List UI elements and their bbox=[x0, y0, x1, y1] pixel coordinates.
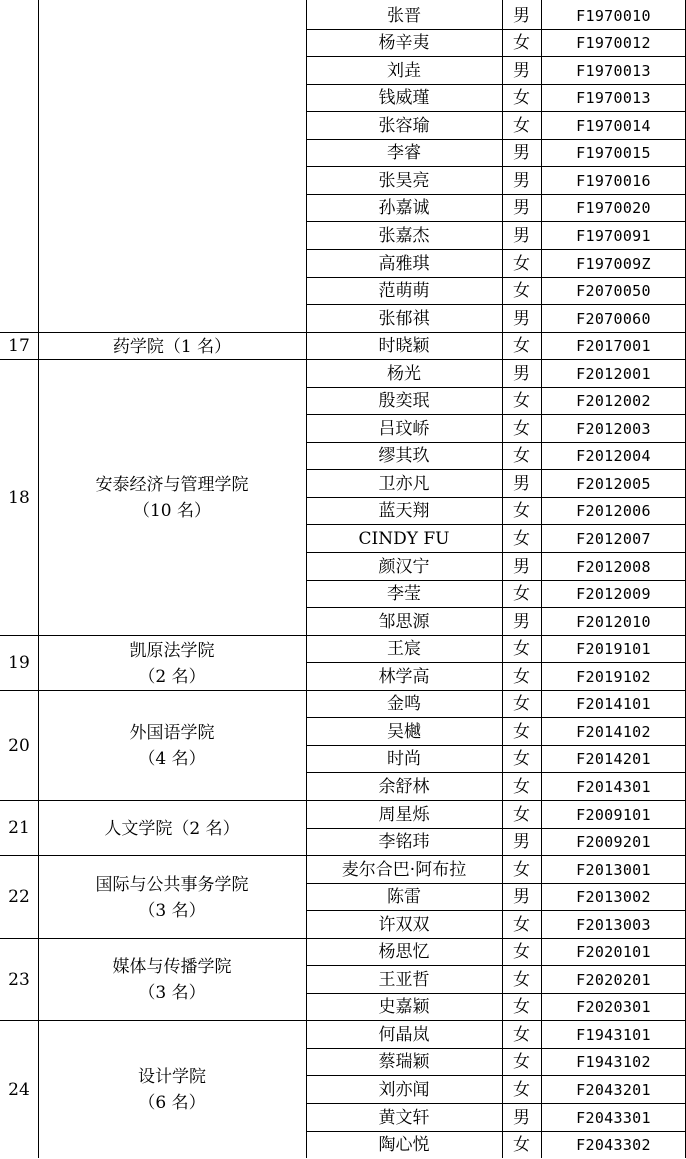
grid-line-horizontal bbox=[306, 56, 686, 57]
grid-line-horizontal bbox=[306, 580, 686, 581]
department-count: （10 名） bbox=[132, 501, 212, 521]
student-id: F1970020 bbox=[576, 199, 651, 217]
grid-line-horizontal bbox=[306, 194, 686, 195]
student-id: F1943102 bbox=[576, 1053, 651, 1071]
student-id: F2012010 bbox=[576, 612, 651, 631]
student-name: 张嘉杰 bbox=[378, 225, 430, 246]
group-number: 19 bbox=[8, 653, 30, 673]
student-name: 黄文轩 bbox=[378, 1107, 430, 1128]
student-name: 吕玟峤 bbox=[378, 418, 430, 439]
student-name: 李睿 bbox=[387, 143, 421, 163]
student-name: 范萌萌 bbox=[378, 281, 430, 301]
student-gender: 男 bbox=[513, 473, 530, 494]
student-gender: 男 bbox=[513, 198, 530, 218]
student-id: F1970013 bbox=[576, 89, 651, 107]
student-gender: 女 bbox=[513, 391, 530, 411]
student-name: 史嘉颖 bbox=[378, 997, 430, 1017]
grid-line-horizontal bbox=[306, 524, 686, 525]
student-name: 林学高 bbox=[378, 666, 430, 687]
student-gender: 男 bbox=[513, 556, 530, 577]
student-gender: 女 bbox=[513, 969, 530, 990]
grid-line-horizontal bbox=[306, 1075, 686, 1076]
grid-line-horizontal bbox=[0, 690, 686, 691]
student-name: 刘垚 bbox=[387, 60, 421, 81]
grid-line-horizontal bbox=[0, 635, 686, 636]
student-name: 张容瑜 bbox=[378, 115, 430, 136]
student-gender: 女 bbox=[513, 749, 530, 769]
student-gender: 男 bbox=[513, 225, 530, 246]
department-count: （2 名） bbox=[138, 666, 206, 687]
student-name: 王亚哲 bbox=[378, 969, 430, 990]
student-gender: 女 bbox=[513, 666, 530, 687]
grid-line-horizontal bbox=[306, 745, 686, 746]
student-gender: 男 bbox=[513, 887, 530, 907]
student-name: 张郁祺 bbox=[378, 308, 430, 329]
group-number bbox=[0, 2, 38, 333]
student-gender: 女 bbox=[513, 721, 530, 742]
student-id: F2014101 bbox=[576, 695, 651, 713]
student-name: 缪其玖 bbox=[378, 446, 430, 466]
grid-line-horizontal bbox=[306, 414, 686, 415]
grid-line-vertical bbox=[38, 0, 39, 1158]
student-name: 王宸 bbox=[387, 639, 421, 659]
group-number: 23 bbox=[8, 969, 30, 990]
grid-line-horizontal bbox=[306, 221, 686, 222]
department-count: （6 名） bbox=[138, 1093, 206, 1113]
grid-line-horizontal bbox=[306, 84, 686, 85]
grid-line-horizontal bbox=[0, 855, 686, 856]
student-name: 殷奕珉 bbox=[378, 391, 430, 411]
student-gender: 女 bbox=[513, 253, 530, 274]
student-gender: 男 bbox=[513, 363, 530, 384]
student-id: F2070050 bbox=[576, 282, 651, 300]
department-name: 安泰经济与管理学院 bbox=[95, 475, 249, 495]
department-name: 凯原法学院 bbox=[129, 640, 215, 661]
student-id: F2013003 bbox=[576, 915, 651, 934]
grid-line-horizontal bbox=[306, 662, 686, 663]
student-gender: 女 bbox=[513, 1135, 530, 1155]
student-name: 卫亦凡 bbox=[378, 473, 430, 494]
student-gender: 女 bbox=[513, 115, 530, 136]
student-id: F2070060 bbox=[576, 309, 651, 328]
grid-line-horizontal bbox=[0, 332, 686, 333]
student-gender: 男 bbox=[513, 143, 530, 163]
grid-line-horizontal bbox=[306, 469, 686, 470]
grid-line-horizontal bbox=[306, 1048, 686, 1049]
student-id: F2012006 bbox=[576, 502, 651, 520]
grid-line-horizontal bbox=[306, 387, 686, 388]
student-id: F2013002 bbox=[576, 888, 651, 906]
student-name: 金鸣 bbox=[387, 694, 421, 714]
student-id: F2019102 bbox=[576, 667, 651, 686]
grid-line-horizontal bbox=[306, 442, 686, 443]
department-cell bbox=[38, 801, 306, 856]
student-id: F2012002 bbox=[576, 392, 651, 410]
student-name: 蓝天翔 bbox=[378, 501, 430, 521]
department-cell bbox=[38, 636, 306, 691]
grid-line-horizontal bbox=[306, 552, 686, 553]
grid-line-horizontal bbox=[306, 1131, 686, 1132]
group-number: 22 bbox=[8, 887, 30, 907]
student-gender: 女 bbox=[513, 446, 530, 466]
department-cell bbox=[38, 939, 306, 1021]
student-name: 吴樾 bbox=[387, 721, 421, 742]
student-id: F2012009 bbox=[576, 585, 651, 603]
group-number: 17 bbox=[8, 336, 30, 356]
group-number: 20 bbox=[8, 735, 30, 756]
group-number: 24 bbox=[8, 1079, 30, 1100]
department-name: 媒体与传播学院 bbox=[112, 957, 232, 977]
student-name: CINDY FU bbox=[358, 528, 450, 549]
student-id: F2012001 bbox=[576, 364, 651, 383]
student-gender: 女 bbox=[513, 501, 530, 521]
student-id: F1970015 bbox=[576, 144, 651, 162]
student-gender: 男 bbox=[513, 60, 530, 81]
student-name: 杨光 bbox=[387, 363, 421, 384]
department-cell bbox=[38, 2, 306, 333]
grid-line-horizontal bbox=[306, 883, 686, 884]
student-name: 陈雷 bbox=[387, 887, 421, 907]
student-id: F2043201 bbox=[576, 1080, 651, 1099]
student-gender: 女 bbox=[513, 584, 530, 604]
student-gender: 男 bbox=[513, 308, 530, 329]
student-gender: 男 bbox=[513, 832, 530, 852]
grid-line-horizontal bbox=[306, 772, 686, 773]
student-id: F2014102 bbox=[576, 722, 651, 741]
department-name: 药学院（1 名） bbox=[112, 336, 232, 357]
grid-line-horizontal bbox=[0, 800, 686, 801]
grid-line-horizontal bbox=[306, 139, 686, 140]
grid-line-horizontal bbox=[0, 938, 686, 939]
department-count: （3 名） bbox=[138, 900, 206, 921]
grid-line-horizontal bbox=[306, 277, 686, 278]
student-name: 何晶岚 bbox=[378, 1024, 430, 1045]
student-name: 时尚 bbox=[387, 749, 421, 769]
student-name: 邹思源 bbox=[378, 611, 430, 632]
grid-line-horizontal bbox=[306, 111, 686, 112]
student-id: F2043302 bbox=[576, 1136, 651, 1154]
group-number: 21 bbox=[8, 818, 30, 838]
grid-line-vertical bbox=[502, 0, 503, 1158]
student-id: F1943101 bbox=[576, 1025, 651, 1044]
grid-line-horizontal bbox=[306, 965, 686, 966]
student-id: F2014201 bbox=[576, 750, 651, 768]
student-name: 周星烁 bbox=[378, 804, 430, 825]
student-id: F2012005 bbox=[576, 474, 651, 493]
student-gender: 男 bbox=[513, 5, 530, 26]
student-gender: 女 bbox=[513, 1079, 530, 1100]
student-gender: 女 bbox=[513, 336, 530, 356]
student-name: 麦尔合巴·阿布拉 bbox=[341, 859, 467, 880]
student-gender: 女 bbox=[513, 859, 530, 880]
student-id: F2020301 bbox=[576, 998, 651, 1016]
student-gender: 男 bbox=[513, 1107, 530, 1128]
student-gender: 女 bbox=[513, 997, 530, 1017]
student-name: 许双双 bbox=[378, 914, 430, 935]
group-number: 18 bbox=[8, 487, 30, 508]
grid-line-horizontal bbox=[306, 717, 686, 718]
department-cell bbox=[38, 360, 306, 636]
student-id: F1970013 bbox=[576, 61, 651, 80]
student-id: F1970012 bbox=[576, 34, 651, 52]
grid-line-horizontal bbox=[306, 304, 686, 305]
grid-line-vertical bbox=[306, 0, 307, 1158]
department-cell bbox=[38, 1021, 306, 1159]
student-gender: 女 bbox=[513, 1024, 530, 1045]
student-name: 李莹 bbox=[387, 584, 421, 604]
student-gender: 女 bbox=[513, 639, 530, 659]
department-name: 国际与公共事务学院 bbox=[95, 874, 249, 895]
student-id: F2009101 bbox=[576, 805, 651, 824]
department-name: 设计学院 bbox=[138, 1067, 206, 1087]
student-gender: 女 bbox=[513, 1052, 530, 1072]
grid-line-horizontal bbox=[306, 993, 686, 994]
student-id: F2017001 bbox=[576, 337, 651, 355]
student-gender: 女 bbox=[513, 33, 530, 53]
student-gender: 女 bbox=[513, 528, 530, 549]
student-id: F197009Z bbox=[576, 254, 651, 273]
student-gender: 女 bbox=[513, 804, 530, 825]
department-name: 外国语学院 bbox=[129, 723, 215, 743]
student-id: F2019101 bbox=[576, 640, 651, 658]
department-count: （4 名） bbox=[138, 749, 206, 769]
grid-line-vertical bbox=[541, 0, 542, 1158]
student-id: F1970010 bbox=[576, 6, 651, 25]
grid-line-horizontal bbox=[306, 607, 686, 608]
grid-line-horizontal bbox=[0, 359, 686, 360]
grid-line-horizontal bbox=[306, 29, 686, 30]
student-name: 杨思忆 bbox=[378, 942, 430, 962]
student-id: F2020101 bbox=[576, 943, 651, 961]
student-name: 时晓颖 bbox=[378, 336, 430, 356]
department-count: （3 名） bbox=[138, 983, 206, 1003]
student-gender: 女 bbox=[513, 281, 530, 301]
student-id: F1970016 bbox=[576, 171, 651, 190]
student-id: F1970014 bbox=[576, 116, 651, 135]
student-id: F2014301 bbox=[576, 777, 651, 796]
student-name: 高雅琪 bbox=[378, 253, 430, 274]
student-gender: 女 bbox=[513, 88, 530, 108]
department-cell bbox=[38, 856, 306, 939]
student-name: 陶心悦 bbox=[378, 1135, 430, 1155]
student-gender: 女 bbox=[513, 694, 530, 714]
student-name: 余舒林 bbox=[378, 776, 430, 797]
student-gender: 女 bbox=[513, 776, 530, 797]
student-id: F2013001 bbox=[576, 860, 651, 879]
student-name: 蔡瑞颖 bbox=[378, 1052, 430, 1072]
student-gender: 男 bbox=[513, 170, 530, 191]
grid-line-horizontal bbox=[306, 1103, 686, 1104]
student-id: F2012007 bbox=[576, 529, 651, 548]
grid-line-horizontal bbox=[306, 166, 686, 167]
student-name: 颜汉宁 bbox=[378, 556, 430, 577]
student-id: F2020201 bbox=[576, 970, 651, 989]
department-name: 人文学院（2 名） bbox=[104, 818, 240, 839]
student-name: 李铭玮 bbox=[378, 832, 430, 852]
grid-line-horizontal bbox=[306, 249, 686, 250]
student-name: 张晋 bbox=[387, 5, 421, 26]
grid-line-horizontal bbox=[306, 828, 686, 829]
department-cell bbox=[38, 333, 306, 360]
student-name: 刘亦闻 bbox=[378, 1079, 430, 1100]
student-id: F2009201 bbox=[576, 833, 651, 851]
student-gender: 女 bbox=[513, 942, 530, 962]
student-gender: 女 bbox=[513, 418, 530, 439]
student-id: F2012004 bbox=[576, 447, 651, 465]
student-id: F1970091 bbox=[576, 226, 651, 245]
student-name: 张昊亮 bbox=[378, 170, 430, 191]
grid-line-horizontal bbox=[0, 1020, 686, 1021]
grid-line-horizontal bbox=[306, 497, 686, 498]
department-cell bbox=[38, 691, 306, 801]
student-id: F2012003 bbox=[576, 419, 651, 438]
student-name: 杨辛夷 bbox=[378, 33, 430, 53]
student-gender: 女 bbox=[513, 914, 530, 935]
student-id: F2012008 bbox=[576, 557, 651, 576]
student-name: 孙嘉诚 bbox=[378, 198, 430, 218]
grid-line-horizontal bbox=[306, 910, 686, 911]
student-id: F2043301 bbox=[576, 1108, 651, 1127]
student-name: 钱威瑾 bbox=[378, 88, 430, 108]
student-gender: 男 bbox=[513, 611, 530, 632]
